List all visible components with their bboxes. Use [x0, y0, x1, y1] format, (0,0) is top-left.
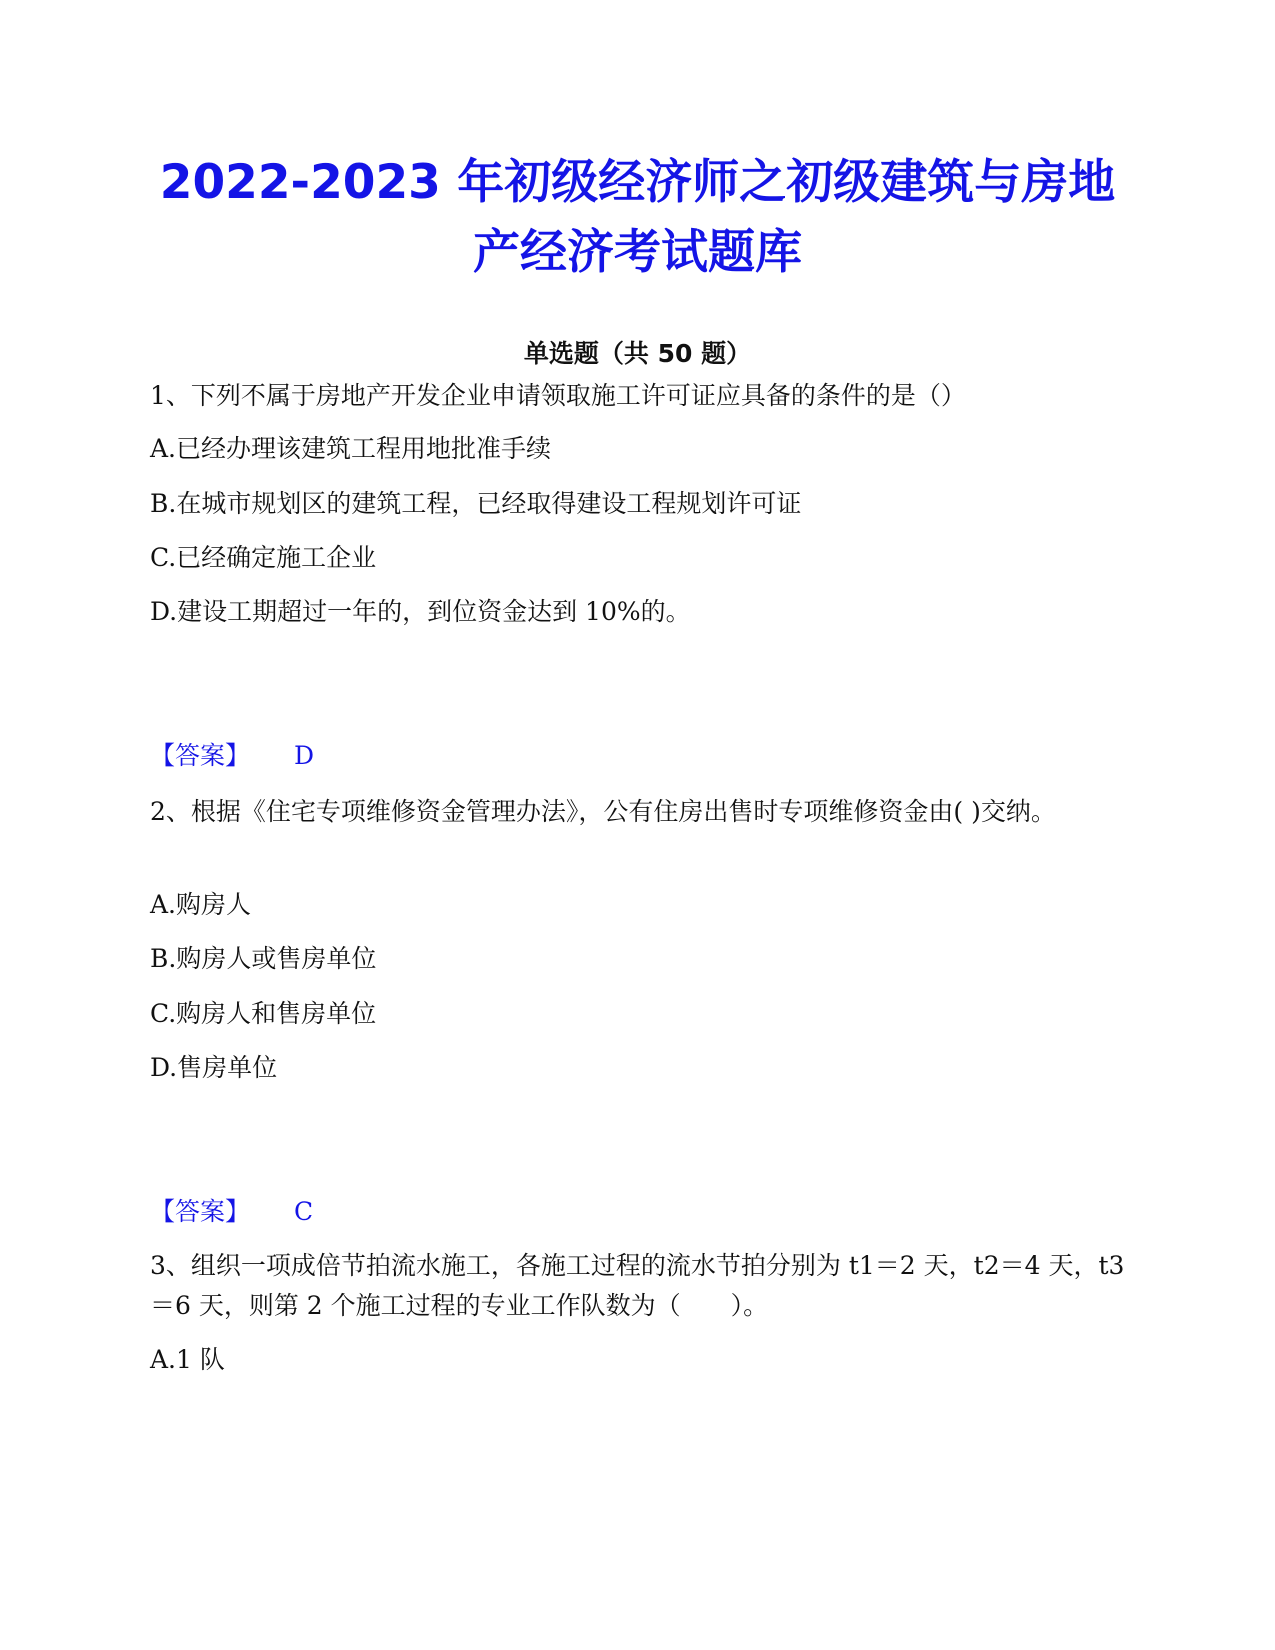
question-2-option-d: D.售房单位 — [150, 1053, 278, 1082]
question-3-option-a: A.1 队 — [150, 1345, 225, 1374]
question-2-option-b: B.购房人或售房单位 — [150, 944, 377, 973]
question-3-stem: 3、组织一项成倍节拍流水施工，各施工过程的流水节拍分别为 t1＝2 天，t2＝4 天，t3＝6 天，则第 2 个施工过程的专业工作队数为（ ）。 — [150, 1251, 1125, 1320]
question-1-option-b: B.在城市规划区的建筑工程，已经取得建设工程规划许可证 — [150, 489, 802, 518]
question-2-option-c: C.购房人和售房单位 — [150, 999, 377, 1028]
answer-value: D — [294, 741, 315, 770]
section-heading: 单选题（共 50 题） — [523, 339, 752, 368]
question-2-answer — [150, 1194, 313, 1230]
question-1-option-c: C.已经确定施工企业 — [150, 543, 377, 572]
document-title — [120, 148, 1155, 288]
answer-value: C — [294, 1197, 314, 1226]
answer-label: 【答案】 — [150, 1197, 251, 1226]
answer-label: 【答案】 — [150, 741, 251, 770]
title-line-2: 产经济考试题库 — [473, 225, 802, 280]
question-1-answer — [150, 738, 314, 774]
title-line-1: 2022-2023 年初级经济师之初级建筑与房地 — [159, 155, 1116, 210]
question-1-option-d: D.建设工期超过一年的，到位资金达到 10%的。 — [150, 597, 691, 626]
question-2-stem: 2、根据《住宅专项维修资金管理办法》，公有住房出售时专项维修资金由( )交纳。 — [150, 797, 1056, 826]
question-1-option-a: A.已经办理该建筑工程用地批准手续 — [150, 434, 552, 463]
question-1-stem: 1、下列不属于房地产开发企业申请领取施工许可证应具备的条件的是（） — [150, 381, 966, 410]
question-2-option-a: A.购房人 — [150, 890, 252, 919]
